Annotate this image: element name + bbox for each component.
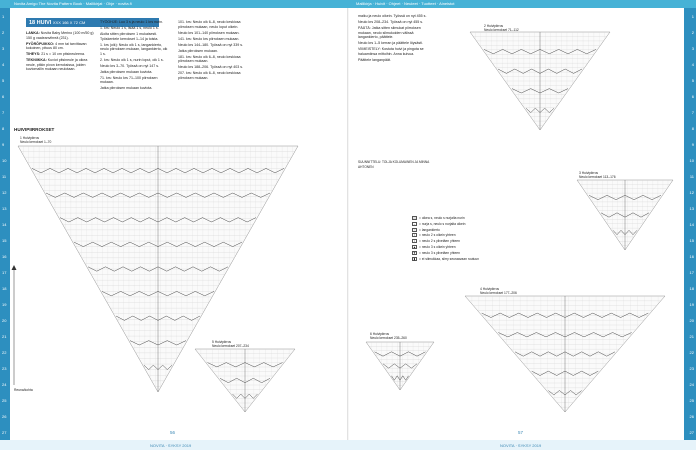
side-number: 3 bbox=[2, 46, 5, 51]
side-number: 14 bbox=[689, 222, 694, 227]
legend-text: = langankierto bbox=[419, 227, 440, 232]
edge-label: Reuna/kohta bbox=[14, 388, 33, 392]
side-number: 23 bbox=[689, 366, 694, 371]
side-number: 21 bbox=[689, 334, 694, 339]
header-right-text: Mallikirja · Huivit · Ohjeet · Neuleet · Tuotteet · Aineistot bbox=[356, 1, 455, 6]
side-number: 22 bbox=[2, 350, 7, 355]
materials-label: LANKA: bbox=[26, 31, 40, 35]
legend-symbol: ▲ bbox=[413, 244, 416, 249]
instruction-paragraph: 2. krs: Neulo oik 1 s, nurin loput, oik 1 s. bbox=[100, 57, 164, 62]
instruction-paragraph: Jatka piirroksen mukaan kuviota. bbox=[100, 69, 153, 74]
instruction-paragraph: 141. krs: Neulo krs piirroksen mukaan. bbox=[178, 36, 240, 41]
side-number: 20 bbox=[689, 318, 694, 323]
side-number: 17 bbox=[689, 270, 694, 275]
instruction-paragraph: Neulo krs 3–70. Työssä on nyt 147 s. bbox=[100, 63, 160, 68]
chart6-title: 6 Huivipiirros bbox=[370, 332, 390, 336]
legend-symbol: − bbox=[413, 221, 416, 226]
chart2-title: 2 Huivipiirros bbox=[484, 24, 504, 28]
side-number: 26 bbox=[2, 414, 7, 419]
legend-symbol: / bbox=[412, 233, 417, 237]
side-number: 6 bbox=[2, 94, 5, 99]
chart5-subtitle: Neulo kerrokset 207–234 bbox=[212, 344, 249, 348]
side-number: 26 bbox=[689, 414, 694, 419]
instruction-paragraph: TYÖOHJE: Luo 3 s ja neulo 1 krs nurin. bbox=[100, 20, 164, 24]
instruction-paragraph: Jatka piirroksen mukaan kuviota. bbox=[100, 86, 153, 90]
legend-symbol: ▼ bbox=[413, 250, 416, 255]
side-number: 2 bbox=[2, 30, 5, 35]
side-number: 7 bbox=[691, 110, 694, 115]
side-number: 10 bbox=[2, 158, 7, 163]
side-number: 24 bbox=[689, 382, 694, 387]
legend-text: = ei silmukkaa, siirry seuraavaan ruutuun bbox=[419, 256, 480, 261]
technique-text: Kuviot pitsineule ja oikea neule, pitkin pivon kerroksissa, joiden kuviomallin mukaan neulotaan. bbox=[26, 58, 88, 71]
instruction-paragraph: VIIMEISTELY: Kostuta huivi ja pingota se haluamiinsa mittoihin. Anna kuivua. bbox=[358, 47, 424, 56]
gauge-text: 21 s = 10 cm pitsineuleena. bbox=[41, 52, 86, 56]
chart-5 bbox=[195, 349, 295, 412]
legend-symbol: □ bbox=[413, 216, 416, 220]
side-number: 25 bbox=[689, 398, 694, 403]
side-number: 25 bbox=[2, 398, 7, 403]
side-number: 5 bbox=[691, 78, 694, 83]
instruction-paragraph: Neulo krs 1–5 kerran ja päättele löysästi. bbox=[358, 41, 423, 45]
chart1-title: 1 Huivipiirros bbox=[20, 136, 40, 140]
side-number: 19 bbox=[2, 302, 7, 307]
legend-symbol: \ bbox=[412, 239, 417, 243]
side-number: 5 bbox=[2, 78, 5, 83]
legend-symbol: ▮ bbox=[413, 256, 416, 261]
instruction-paragraph: Neulo krs 188–206. Työssä on nyt 403 s. bbox=[178, 65, 244, 69]
footer-right-text: NOVITA · SYKSY 2019 bbox=[500, 443, 542, 448]
chart2-subtitle: Neulo kerrokset 71–112 bbox=[484, 28, 519, 32]
legend-symbol: ○ bbox=[413, 227, 416, 232]
instruction-paragraph: 71. krs: Neulo krs 71–100 piirroksen mukaan. bbox=[100, 75, 158, 84]
side-number: 20 bbox=[2, 318, 7, 323]
side-number: 21 bbox=[2, 334, 7, 339]
side-number: 4 bbox=[2, 62, 5, 67]
side-number: 24 bbox=[2, 382, 7, 387]
instruction-paragraph: 1. krs: Neulo 1 s, lisää 1 s, neulo 1 s. bbox=[100, 26, 159, 30]
side-number: 22 bbox=[689, 350, 694, 355]
legend-text: = neulo 2 s oikein yhteen bbox=[419, 233, 456, 238]
instruction-paragraph: 181. krs: Neulo oik 6–8, neulo keskiosa piirroksen mukaan. bbox=[178, 54, 241, 63]
side-number: 2 bbox=[691, 30, 694, 35]
chart3-subtitle: Neulo kerrokset 113–176 bbox=[579, 175, 616, 179]
chart3-title: 3 Huivipiirros bbox=[579, 171, 599, 175]
legend-text: = neulo 3 s ylivetäen yhteen bbox=[419, 250, 460, 255]
instruction-paragraph: PÄÄTÄ: Jatka sitten silmukat piirroksen mukaan, neulo silmukoiden välissä langankierto, päättele. bbox=[358, 26, 421, 39]
instruction-paragraph: Neulo krs 208–234. Työssä on nyt 455 s. bbox=[358, 20, 424, 24]
side-number: 19 bbox=[689, 302, 694, 307]
instruction-paragraph: 101. krs: Neulo oik 6–8, neulo keskiosa piirroksen mukaan, neulo loput oikein. bbox=[178, 20, 241, 29]
side-number: 16 bbox=[2, 254, 7, 259]
side-number: 23 bbox=[2, 366, 7, 371]
side-number: 27 bbox=[689, 430, 694, 435]
side-number: 7 bbox=[2, 110, 5, 115]
side-number: 18 bbox=[689, 286, 694, 291]
instruction-paragraph: Neulo krs 101–140 piirroksen mukaan. bbox=[178, 30, 240, 35]
chart6-subtitle: Neulo kerrokset 235–260 bbox=[370, 336, 407, 340]
chart-2 bbox=[470, 32, 610, 130]
chart-4 bbox=[465, 296, 665, 412]
legend-text: = neulo 3 s oikein yhteen bbox=[419, 244, 456, 249]
instruction-paragraph: Päättele langanpäät. bbox=[358, 57, 391, 62]
needles-label: PYÖRÖPUIKKO: bbox=[26, 41, 55, 46]
pattern-size: XXX 166 X 72 CM bbox=[52, 20, 86, 25]
pattern-number: 18 bbox=[29, 20, 36, 26]
side-number: 15 bbox=[2, 238, 7, 243]
side-number: 9 bbox=[2, 142, 5, 147]
side-number: 12 bbox=[689, 190, 694, 195]
side-number: 4 bbox=[691, 62, 694, 67]
side-number: 16 bbox=[689, 254, 694, 259]
side-number: 11 bbox=[2, 174, 7, 179]
copyright-text: SUUNNITTELU: TOLJA KOLUMAINEN JA MINNA AHTONEN bbox=[358, 160, 430, 169]
chart-6 bbox=[366, 342, 434, 390]
legend-text: = nurja s, neulo s nurjalta oikein bbox=[419, 221, 466, 226]
instruction-paragraph: maiku ja neulo oikein. Työssä on nyt 455 s. bbox=[358, 14, 427, 18]
side-number: 10 bbox=[689, 158, 694, 163]
materials-text: Novita Baby Merino (100 m/50 g) 150 g vaaleanvihreä (231). bbox=[26, 31, 94, 40]
legend-text: = oikea s, neulo s nurjalta nurin bbox=[419, 216, 465, 220]
side-number: 11 bbox=[689, 174, 694, 179]
instruction-paragraph: Aloita sitten piirroksen 1 mukaisesti. Työskentele kerrokset 1–14 ja toista. bbox=[100, 32, 159, 41]
side-number: 12 bbox=[2, 190, 7, 195]
section-heading: HUIVIPIIRROKSET bbox=[14, 127, 55, 132]
header-left-text: Novita Amigo The Novita Pattern Book · Mallikirjat · Ohje · novita.fi bbox=[14, 1, 132, 6]
side-number: 17 bbox=[2, 270, 7, 275]
side-number: 8 bbox=[2, 126, 5, 131]
chart5-title: 5 Huivipiirros bbox=[212, 340, 232, 344]
chart-3 bbox=[577, 180, 673, 250]
side-number: 3 bbox=[691, 46, 694, 51]
page-number-left: 56 bbox=[170, 430, 176, 435]
footer-left-text: NOVITA · SYKSY 2019 bbox=[150, 443, 192, 448]
instruction-paragraph: 1. krs (oik): Neulo oik 1 s, langankierto, neulo piirroksen mukaan, langankierto, oik 1 s. bbox=[100, 42, 168, 56]
instruction-paragraph: 207. krs: Neulo oik 6–8, neulo keskiosa piirroksen mukaan. bbox=[178, 71, 241, 80]
pattern-name: HUIVI bbox=[36, 20, 52, 26]
chart4-subtitle: Neulo kerrokset 177–206 bbox=[480, 291, 517, 295]
side-number: 6 bbox=[691, 94, 694, 99]
technique-label: TEKNIIKKA: bbox=[26, 58, 47, 62]
chart4-title: 4 Huivipiirros bbox=[480, 287, 500, 291]
side-number: 14 bbox=[2, 222, 7, 227]
edge-arrow-head bbox=[12, 265, 17, 270]
side-number: 27 bbox=[2, 430, 7, 435]
chart1-subtitle: Neulo kerrokset 1–70 bbox=[20, 140, 52, 144]
side-number: 15 bbox=[689, 238, 694, 243]
needles-text: 4 mm tai tarvittavan kokoinen, pituus 80 cm. bbox=[26, 41, 87, 50]
instruction-paragraph: Neulo krs 144–180. Työssä on nyt 339 s. bbox=[178, 42, 244, 47]
side-number: 18 bbox=[2, 286, 7, 291]
gauge-label: TIHEYS: bbox=[26, 52, 41, 56]
side-number: 8 bbox=[691, 126, 694, 131]
side-number: 1 bbox=[691, 14, 694, 19]
legend-text: = neulo 2 s ylivetäen yhteen bbox=[419, 239, 460, 244]
side-number: 9 bbox=[691, 142, 694, 147]
instruction-paragraph: Jatka piirroksen mukaan. bbox=[178, 48, 218, 53]
side-number: 13 bbox=[689, 206, 694, 211]
side-number: 1 bbox=[2, 14, 5, 19]
page-number-right: 57 bbox=[518, 430, 524, 435]
side-number: 13 bbox=[2, 206, 7, 211]
